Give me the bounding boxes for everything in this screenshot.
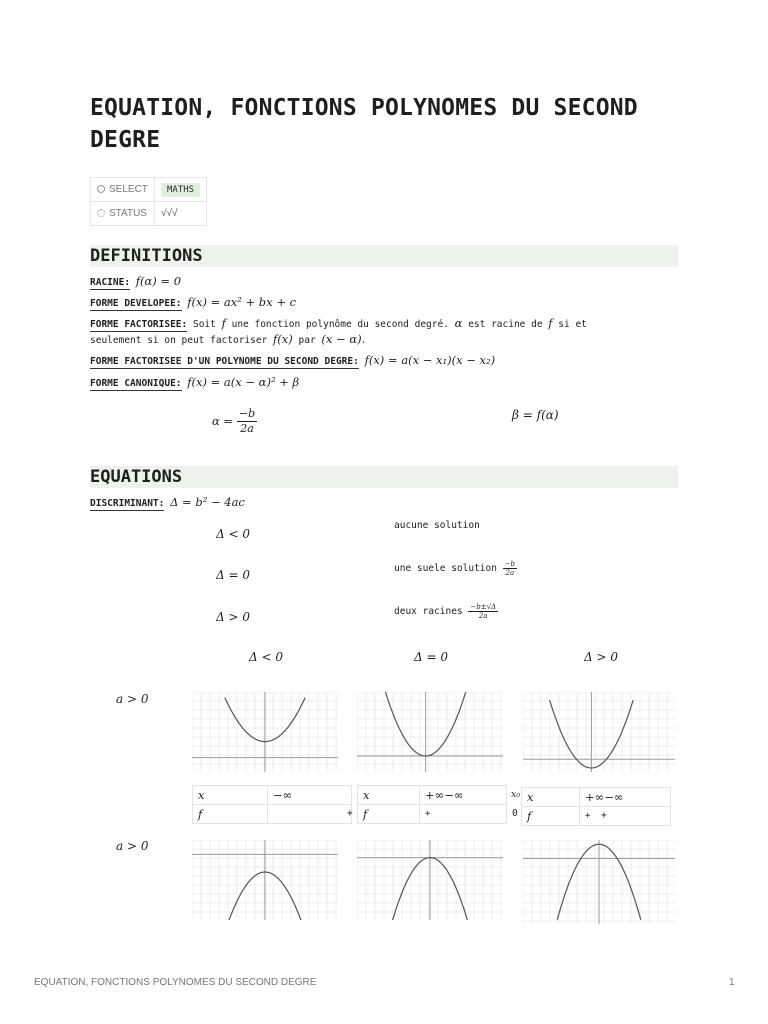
racine-row (90, 273, 181, 291)
alpha-fraction (237, 407, 257, 436)
racine-label: RACINE: (90, 277, 131, 288)
fact-f: f (221, 316, 226, 330)
maths-tag[interactable]: MATHS (161, 183, 200, 197)
page-title: EQUATION, FONCTIONS POLYNOMES DU SECOND DEGRE (90, 95, 638, 153)
property-key-select (91, 178, 155, 202)
discriminant-row (90, 494, 245, 512)
forme-canonique-label: FORME CANONIQUE: (90, 378, 182, 389)
fact-alpha: α (454, 316, 463, 330)
property-key-status (91, 202, 155, 226)
forme-developee-formula: f(x) = ax² + bx + c (187, 295, 297, 309)
case-text-3-wrap (394, 603, 498, 620)
var-table-cell: +∞−∞ (420, 786, 507, 805)
forme-factorisee-row-2 (90, 331, 365, 349)
fact-f2: f (548, 316, 553, 330)
alpha-denominator: 2a (240, 422, 254, 435)
alpha-lhs: α = (212, 414, 234, 428)
fact-text-5: seulement si on peut factoriser (90, 335, 268, 346)
parabola-graph (192, 692, 338, 772)
fact-text-2: une fonction polynôme du second degré. (231, 319, 449, 330)
var-zero-mark: 0 (512, 808, 518, 819)
case-cond-2: Δ = 0 (216, 568, 250, 582)
alpha-formula (212, 407, 257, 436)
definitions-heading: DEFINITIONS (90, 245, 678, 267)
forme-developee-label: FORME DEVELOPEE: (90, 298, 182, 309)
case-cond-3: Δ > 0 (216, 610, 250, 624)
var-plus-mark-2: + (601, 810, 607, 821)
fact-text-4: si et (558, 319, 587, 330)
forme-canonique-row (90, 374, 299, 392)
case-2-den: 2a (505, 569, 515, 577)
fact-text-1: Soit (192, 319, 216, 330)
col-header-3: Δ > 0 (584, 650, 618, 664)
case-text-2: une suele solution (394, 563, 497, 574)
col-header-2: Δ = 0 (414, 650, 448, 664)
case-text-1: aucune solution (394, 520, 480, 531)
var-table-cell: + (580, 807, 671, 826)
case-text-3: deux racines (394, 606, 463, 617)
forme-factorisee-polynome-formula: f(x) = a(x − x₁)(x − x₂) (364, 353, 496, 367)
row-label-1: a > 0 (116, 692, 149, 706)
parabola-graph (523, 840, 675, 924)
fact-text-3: est racine de (468, 319, 543, 330)
var-table-cell: + (420, 805, 507, 824)
var-table-cell: f (358, 805, 420, 824)
forme-factorisee-polynome-row (90, 352, 495, 370)
case-2-fraction (503, 560, 517, 577)
var-plus-mark: + (347, 808, 353, 819)
discriminant-label: DISCRIMINANT: (90, 498, 165, 509)
var-table-cell: x (193, 786, 268, 805)
footer-title: EQUATION, FONCTIONS POLYNOMES DU SECOND DEGRE (34, 977, 317, 988)
racine-formula: f(α) = 0 (135, 274, 182, 288)
property-value-status[interactable]: √√√ (155, 202, 207, 226)
var-table-cell: f (193, 805, 268, 824)
forme-factorisee-label: FORME FACTORISEE: (90, 319, 188, 330)
var-table-cell: f (522, 807, 580, 826)
var-x0-mark: x₀ (511, 789, 521, 800)
variation-table-1 (192, 785, 352, 824)
forme-developee-row (90, 294, 296, 312)
parabola-graph (357, 840, 503, 920)
select-key-label: SELECT (109, 184, 148, 195)
parabola-graph (357, 692, 503, 772)
alpha-numerator: −b (238, 407, 256, 420)
fact-par: par (298, 335, 316, 346)
properties-table (90, 177, 207, 226)
parabola-graph (192, 840, 338, 920)
case-text-2-wrap (394, 560, 517, 577)
select-icon (97, 185, 105, 193)
status-icon (97, 209, 105, 217)
case-3-num: −b±√Δ (470, 603, 497, 611)
property-row-select (91, 178, 207, 202)
fact-factor: (x − α). (321, 332, 366, 346)
var-table-cell: x (522, 788, 580, 807)
var-table-cell: +∞−∞ (580, 788, 671, 807)
forme-canonique-formula: f(x) = a(x − α)² + β (187, 375, 300, 389)
case-cond-1: Δ < 0 (216, 527, 250, 541)
case-2-num: −b (504, 560, 516, 568)
case-3-den: 2a (478, 612, 488, 620)
property-row-status (91, 202, 207, 226)
page-number: 1 (729, 977, 735, 988)
variation-table-3 (521, 787, 671, 826)
forme-factorisee-polynome-label: FORME FACTORISEE D'UN POLYNOME DU SECOND DEGRE: (90, 356, 359, 367)
discriminant-formula: Δ = b² − 4ac (170, 495, 245, 509)
status-key-label: STATUS (109, 208, 147, 219)
beta-formula: β = f(α) (512, 408, 559, 422)
variation-table-2 (357, 785, 507, 824)
var-table-cell (268, 805, 352, 824)
row-label-2: a > 0 (116, 839, 149, 853)
case-3-fraction (468, 603, 498, 620)
var-table-cell: x (358, 786, 420, 805)
equations-heading: EQUATIONS (90, 466, 678, 488)
fact-fx: f(x) (273, 332, 293, 346)
var-table-cell: −∞ (268, 786, 352, 805)
parabola-graph (523, 692, 675, 772)
col-header-1: Δ < 0 (249, 650, 283, 664)
property-value-select[interactable] (155, 178, 207, 202)
